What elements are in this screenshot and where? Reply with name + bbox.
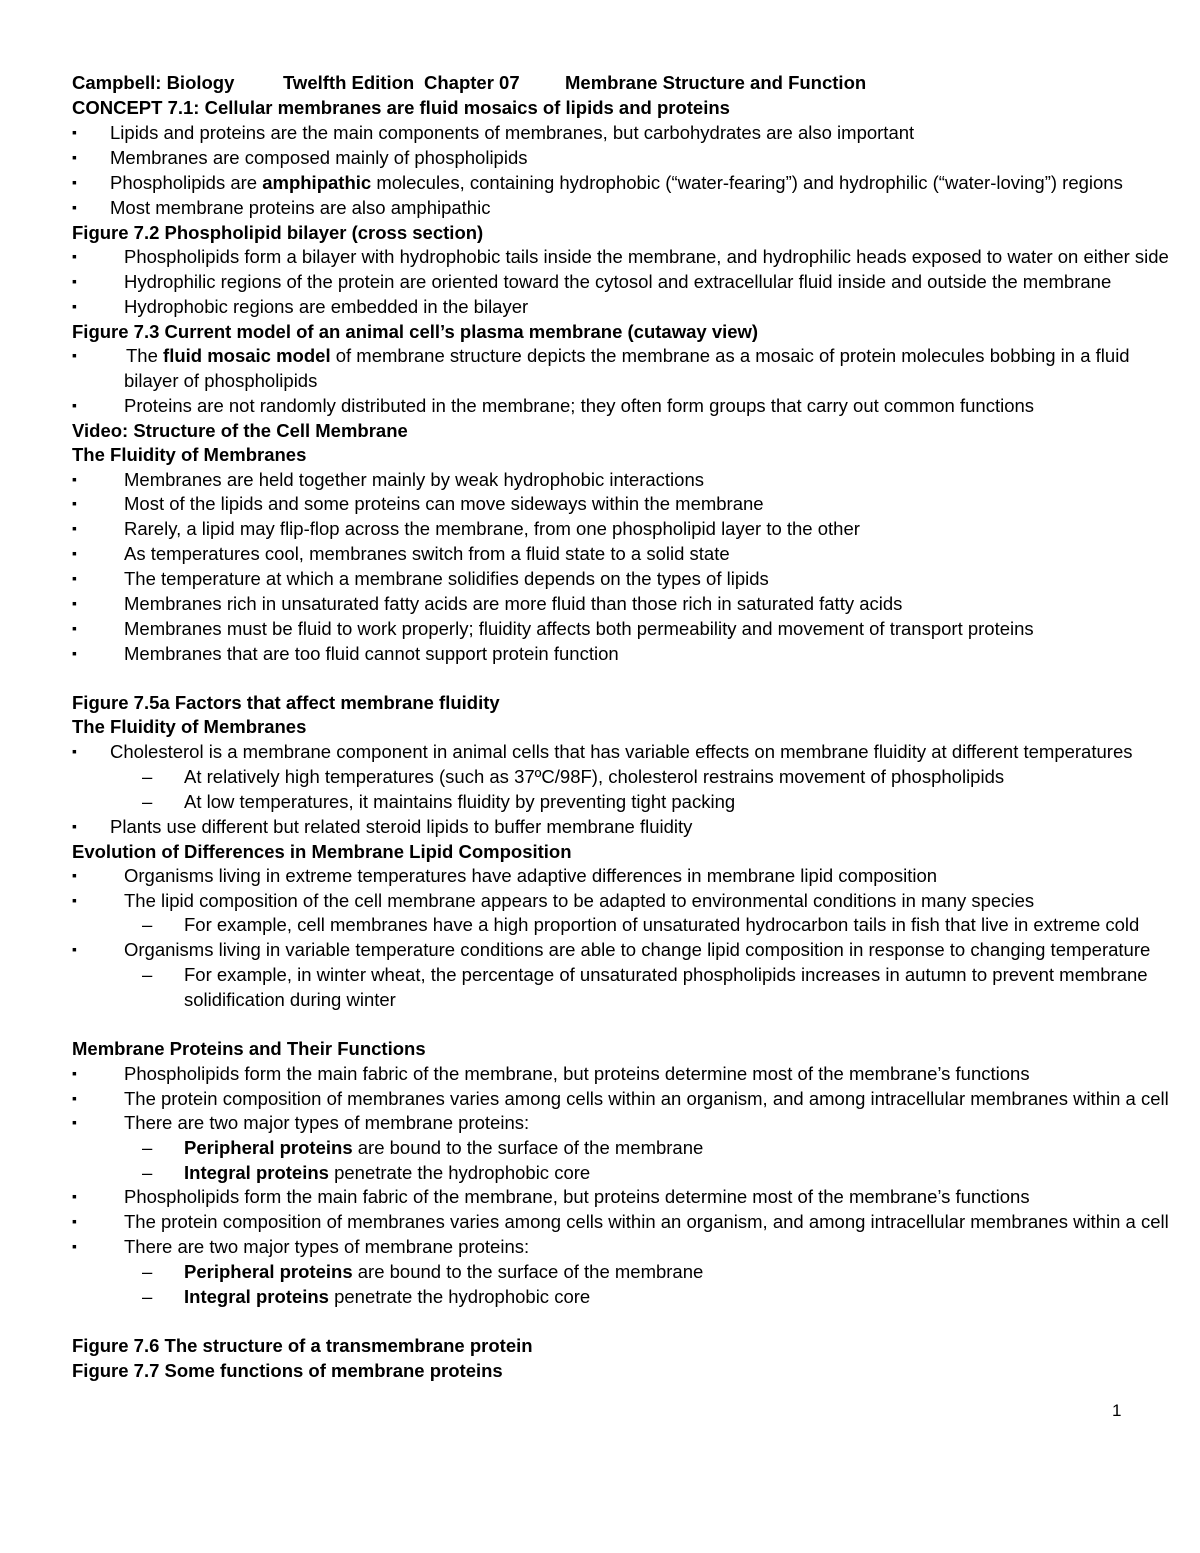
page-number: 1 xyxy=(1112,1401,1122,1420)
list-item: ▪ Phospholipids form the main fabric of the membrane, but proteins determine most of the membrane’s functions xyxy=(72,1186,1030,1207)
bullet-icon: ▪ xyxy=(72,174,77,190)
figure-heading: Figure 7.2 Phospholipid bilayer (cross section) xyxy=(72,222,484,243)
bullet-icon: ▪ xyxy=(72,149,77,165)
dash-icon: – xyxy=(142,791,153,812)
list-item: ▪ Phospholipids are amphipathic molecules, containing hydrophobic (“water-fearing”) and hydrophilic (“water-loving”) regions xyxy=(72,172,1123,193)
sub-list-item: – Integral proteins penetrate the hydrophobic core xyxy=(142,1162,591,1183)
bullet-icon: ▪ xyxy=(72,892,77,908)
list-item: ▪ The protein composition of membranes varies among cells within an organism, and among intracellular membranes within a cell xyxy=(72,1088,1169,1109)
section-heading: Membrane Proteins and Their Functions xyxy=(72,1038,426,1059)
bullet-icon: ▪ xyxy=(72,397,77,413)
list-item: ▪ The fluid mosaic model of membrane structure depicts the membrane as a mosaic of protein molecules bobbing in a fluid xyxy=(72,345,1130,366)
list-item: ▪ There are two major types of membrane proteins: xyxy=(72,1236,530,1257)
bullet-icon: ▪ xyxy=(72,645,77,661)
bullet-icon: ▪ xyxy=(72,545,77,561)
list-item: ▪ The temperature at which a membrane solidifies depends on the types of lipids xyxy=(72,568,769,589)
bullet-icon: ▪ xyxy=(72,471,77,487)
list-item: ▪ Most of the lipids and some proteins can move sideways within the membrane xyxy=(72,493,764,514)
dash-icon: – xyxy=(142,766,153,787)
term-peripheral-proteins: Peripheral proteins xyxy=(184,1137,353,1158)
list-item: ▪ Phospholipids form the main fabric of the membrane, but proteins determine most of the membrane’s functions xyxy=(72,1063,1030,1084)
bullet-icon: ▪ xyxy=(72,867,77,883)
bullet-icon: ▪ xyxy=(72,298,77,314)
document-title xyxy=(72,70,1160,95)
sub-list-item: – At relatively high temperatures (such as 37ºC/98F), cholesterol restrains movement of phospholipids xyxy=(142,766,1005,787)
bullet-icon: ▪ xyxy=(72,520,77,536)
bullet-icon: ▪ xyxy=(72,743,77,759)
video-heading: Video: Structure of the Cell Membrane xyxy=(72,420,408,441)
list-item: ▪ Membranes must be fluid to work properly; fluidity affects both permeability and movement of transport proteins xyxy=(72,618,1034,639)
bullet-icon: ▪ xyxy=(72,273,77,289)
list-item: ▪ There are two major types of membrane proteins: xyxy=(72,1112,530,1133)
figure-heading: Figure 7.7 Some functions of membrane proteins xyxy=(72,1360,503,1381)
dash-icon: – xyxy=(142,1286,153,1307)
list-item: ▪ Membranes that are too fluid cannot support protein function xyxy=(72,643,619,664)
sub-list-item: – For example, cell membranes have a high proportion of unsaturated hydrocarbon tails in fish that live in extreme cold xyxy=(142,914,1140,935)
sub-list-item: – At low temperatures, it maintains fluidity by preventing tight packing xyxy=(142,791,736,812)
list-item: ▪ Membranes are held together mainly by weak hydrophobic interactions xyxy=(72,469,704,490)
list-item: ▪ Organisms living in extreme temperatures have adaptive differences in membrane lipid composition xyxy=(72,865,938,886)
term-amphipathic: amphipathic xyxy=(262,172,372,193)
list-item: ▪ Hydrophilic regions of the protein are oriented toward the cytosol and extracellular fluid inside and outside the membrane xyxy=(72,271,1112,292)
bullet-icon: ▪ xyxy=(72,595,77,611)
edition: Twelfth Edition xyxy=(283,72,415,93)
list-item: ▪ Cholesterol is a membrane component in animal cells that has variable effects on membrane fluidity at different temperatures xyxy=(72,741,1133,762)
bullet-icon: ▪ xyxy=(72,1114,77,1130)
list-item: ▪ Hydrophobic regions are embedded in the bilayer xyxy=(72,296,529,317)
chapter-topic: Membrane Structure and Function xyxy=(565,72,867,93)
figure-heading: Figure 7.3 Current model of an animal cell’s plasma membrane (cutaway view) xyxy=(72,321,759,342)
list-item: ▪ Rarely, a lipid may flip-flop across the membrane, from one phospholipid layer to the other xyxy=(72,518,860,539)
bullet-icon: ▪ xyxy=(72,347,77,363)
bullet-icon: ▪ xyxy=(72,620,77,636)
bullet-icon: ▪ xyxy=(72,941,77,957)
term-fluid-mosaic-model: fluid mosaic model xyxy=(163,345,331,366)
bullet-icon: ▪ xyxy=(72,199,77,215)
list-item: ▪ As temperatures cool, membranes switch from a fluid state to a solid state xyxy=(72,543,730,564)
sub-list-item: – Peripheral proteins are bound to the surface of the membrane xyxy=(142,1137,704,1158)
bullet-icon: ▪ xyxy=(72,1090,77,1106)
term-integral-proteins: Integral proteins xyxy=(184,1286,329,1307)
concept-heading: CONCEPT 7.1: Cellular membranes are fluid mosaics of lipids and proteins xyxy=(72,97,730,118)
term-integral-proteins: Integral proteins xyxy=(184,1162,329,1183)
figure-heading: Figure 7.6 The structure of a transmembrane protein xyxy=(72,1335,533,1356)
section-heading: The Fluidity of Membranes xyxy=(72,444,307,465)
list-item: ▪ Membranes are composed mainly of phospholipids xyxy=(72,147,528,168)
list-item: ▪ Phospholipids form a bilayer with hydrophobic tails inside the membrane, and hydrophilic heads exposed to water on either side xyxy=(72,246,1169,267)
list-item-continuation: bilayer of phospholipids xyxy=(124,370,318,391)
list-item: ▪ Membranes rich in unsaturated fatty acids are more fluid than those rich in saturated fatty acids xyxy=(72,593,903,614)
sub-list-item: – Integral proteins penetrate the hydrophobic core xyxy=(142,1286,591,1307)
figure-heading: Figure 7.5a Factors that affect membrane fluidity xyxy=(72,692,500,713)
section-heading: The Fluidity of Membranes xyxy=(72,716,307,737)
bullet-icon: ▪ xyxy=(72,248,77,264)
section-heading: Evolution of Differences in Membrane Lipid Composition xyxy=(72,841,572,862)
list-item: ▪ Plants use different but related steroid lipids to buffer membrane fluidity xyxy=(72,816,693,837)
dash-icon: – xyxy=(142,914,153,935)
bullet-icon: ▪ xyxy=(72,495,77,511)
bullet-icon: ▪ xyxy=(72,818,77,834)
book-title: Campbell: Biology xyxy=(72,72,235,93)
bullet-icon: ▪ xyxy=(72,570,77,586)
chapter: Chapter 07 xyxy=(424,72,520,93)
sub-list-item: – Peripheral proteins are bound to the surface of the membrane xyxy=(142,1261,704,1282)
dash-icon: – xyxy=(142,964,153,985)
list-item: ▪ Proteins are not randomly distributed in the membrane; they often form groups that carry out common functions xyxy=(72,395,1035,416)
dash-icon: – xyxy=(142,1137,153,1158)
list-item: ▪ Most membrane proteins are also amphipathic xyxy=(72,197,491,218)
bullet-icon: ▪ xyxy=(72,1065,77,1081)
bullet-icon: ▪ xyxy=(72,1213,77,1229)
list-item: ▪ Organisms living in variable temperature conditions are able to change lipid composition in response to changing temperature xyxy=(72,939,1151,960)
dash-icon: – xyxy=(142,1162,153,1183)
bullet-icon: ▪ xyxy=(72,1238,77,1254)
list-item: ▪ The protein composition of membranes varies among cells within an organism, and among intracellular membranes within a cell xyxy=(72,1211,1169,1232)
term-peripheral-proteins: Peripheral proteins xyxy=(184,1261,353,1282)
dash-icon: – xyxy=(142,1261,153,1282)
sub-list-item-continuation: solidification during winter xyxy=(184,989,396,1010)
bullet-icon: ▪ xyxy=(72,124,77,140)
list-item: ▪ Lipids and proteins are the main components of membranes, but carbohydrates are also important xyxy=(72,122,915,143)
bullet-icon: ▪ xyxy=(72,1188,77,1204)
sub-list-item: – For example, in winter wheat, the percentage of unsaturated phospholipids increases in autumn to prevent membrane xyxy=(142,964,1148,985)
list-item: ▪ The lipid composition of the cell membrane appears to be adapted to environmental conditions in many species xyxy=(72,890,1035,911)
